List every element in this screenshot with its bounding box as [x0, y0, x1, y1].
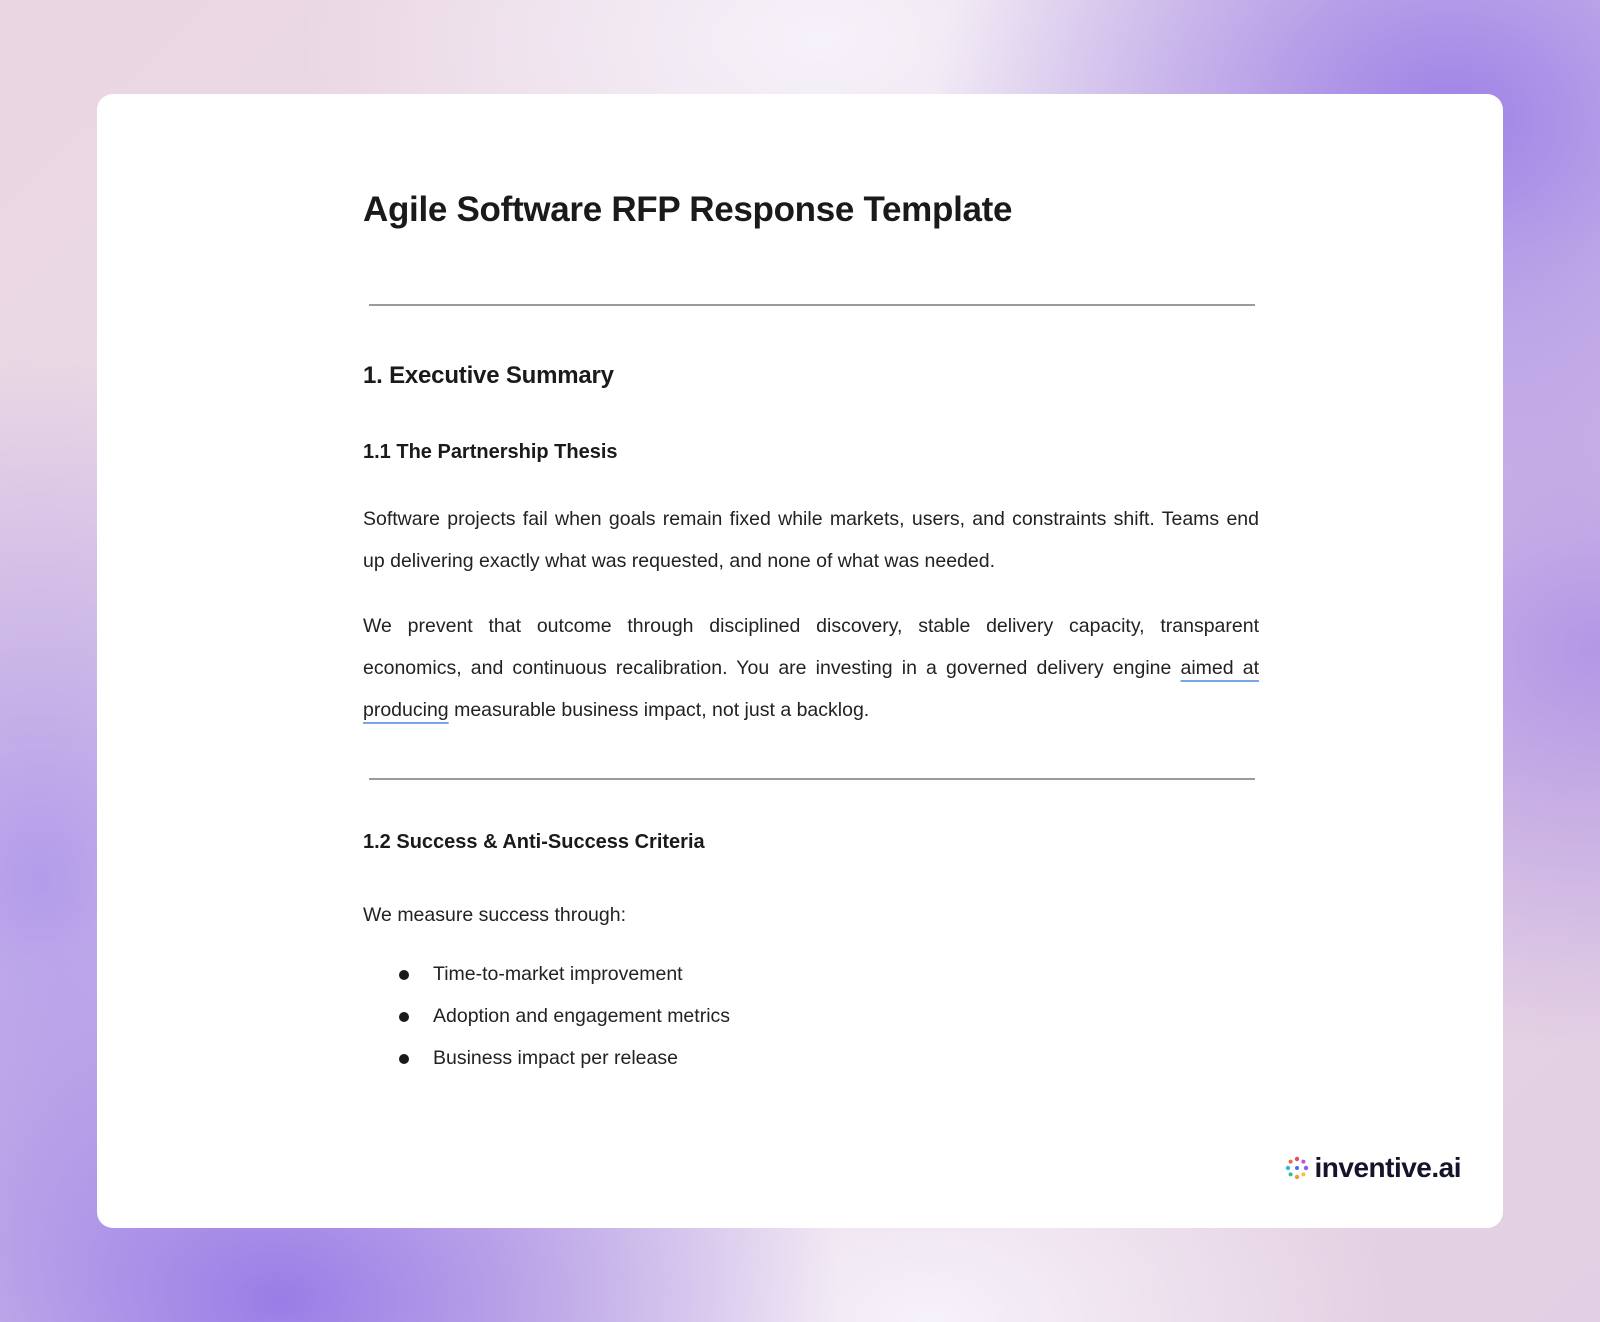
list-item-label: Time-to-market improvement: [433, 963, 683, 985]
paragraph-thesis-1[interactable]: Software projects fail when goals remain fixed while markets, users, and constraints shift. Teams end up delivering exactly what was requested, and none of what was needed.: [363, 508, 1259, 572]
brand-name: inventive.ai: [1314, 1152, 1461, 1183]
list-item-label: Business impact per release: [433, 1047, 678, 1069]
subsection-heading-partnership-thesis: 1.1 The Partnership Thesis: [363, 441, 618, 463]
list-item-label: Adoption and engagement metrics: [433, 1005, 731, 1027]
subsection-heading-success-criteria: 1.2 Success & Anti-Success Criteria: [363, 831, 705, 853]
document-card: [97, 94, 1503, 1228]
section-heading-executive-summary: 1. Executive Summary: [363, 362, 614, 389]
list-item[interactable]: [363, 953, 730, 995]
bullet-icon: [399, 970, 409, 980]
paragraph-text: We prevent that outcome through disciplined discovery, stable delivery capacity, transparent economics, and continuous recalibration. You are investing in a governed delivery engine: [363, 615, 1259, 679]
grammar-suggestion-underline[interactable]: aimed at producing: [363, 657, 1259, 721]
success-criteria-list: [363, 953, 730, 1079]
paragraph-success-intro[interactable]: We measure success through:: [363, 904, 627, 926]
bullet-icon: [399, 1012, 409, 1022]
list-item[interactable]: [363, 995, 730, 1037]
list-item[interactable]: [363, 1037, 730, 1079]
horizontal-rule: [369, 778, 1255, 780]
brand-logo: [1284, 1152, 1461, 1184]
bullet-icon: [399, 1054, 409, 1064]
sparkle-dots-icon: [1284, 1155, 1310, 1181]
document-title: Agile Software RFP Response Template: [363, 190, 1013, 229]
paragraph-text: measurable business impact, not just a backlog.: [448, 699, 870, 721]
horizontal-rule: [369, 304, 1255, 306]
paragraph-thesis-2[interactable]: [363, 605, 1259, 731]
